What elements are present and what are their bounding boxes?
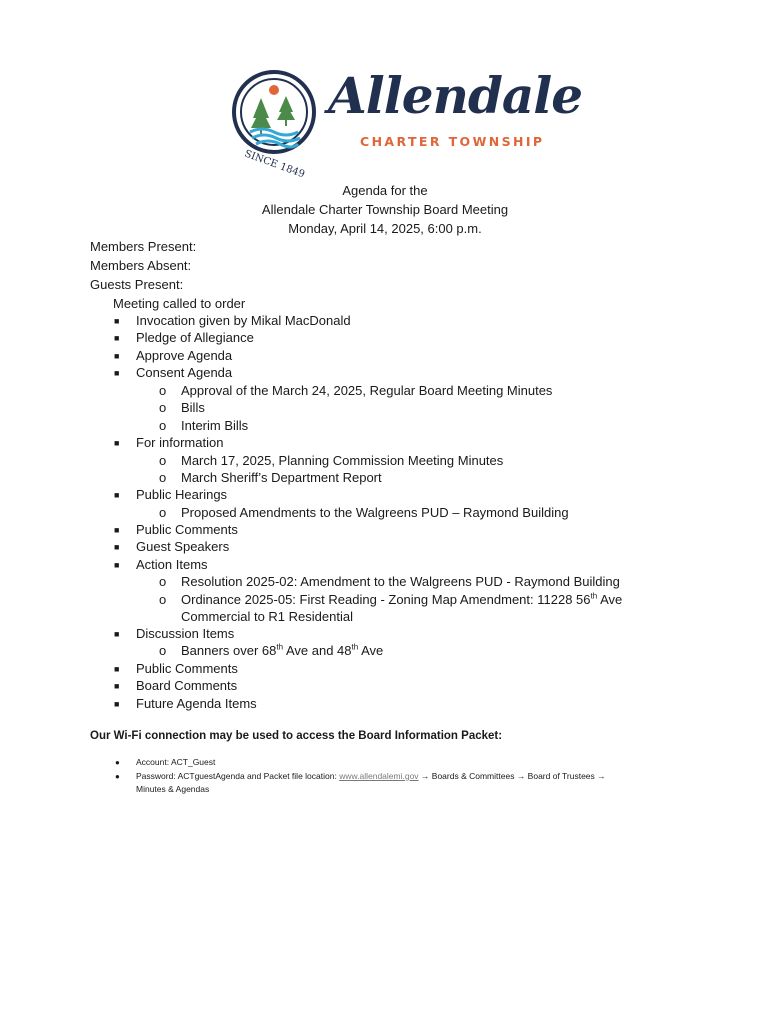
wifi-password-line xyxy=(136,771,606,781)
circle-bullet-icon: o xyxy=(159,418,167,433)
ordinal-suffix: th xyxy=(276,642,284,652)
square-bullet-icon: ■ xyxy=(114,525,120,535)
agenda-subitem-continued: Commercial to R1 Residential xyxy=(181,609,353,624)
agenda-subitem: Approval of the March 24, 2025, Regular Board Meeting Minutes xyxy=(181,383,553,398)
square-bullet-icon: ■ xyxy=(114,560,120,570)
agenda-subitem: Bills xyxy=(181,400,205,415)
agenda-item: Future Agenda Items xyxy=(136,696,257,711)
square-bullet-icon: ■ xyxy=(114,664,120,674)
agenda-subitem: Proposed Amendments to the Walgreens PUD – Raymond Building xyxy=(181,505,569,520)
agenda-item: Public Hearings xyxy=(136,487,228,502)
square-bullet-icon: ■ xyxy=(114,542,120,552)
board-meeting-title: Allendale Charter Township Board Meeting xyxy=(261,202,509,217)
township-seal-icon xyxy=(228,68,324,181)
dot-bullet-icon: ● xyxy=(115,772,120,781)
agenda-subitem: March 17, 2025, Planning Commission Meeting Minutes xyxy=(181,453,504,468)
circle-bullet-icon: o xyxy=(159,453,167,468)
logo-name: Allendale xyxy=(328,66,583,125)
circle-bullet-icon: o xyxy=(159,470,167,485)
square-bullet-icon: ■ xyxy=(114,490,120,500)
logo-subtitle: CHARTER TOWNSHIP xyxy=(360,134,545,149)
square-bullet-icon: ■ xyxy=(114,333,120,343)
agenda-item: Approve Agenda xyxy=(136,348,233,363)
circle-bullet-icon: o xyxy=(159,505,167,520)
ordinance-text: Ordinance 2025-05: First Reading - Zoning Map Amendment: 11228 56 xyxy=(181,592,591,607)
agenda-subitem: Resolution 2025-02: Amendment to the Walgreens PUD - Raymond Building xyxy=(181,574,620,589)
agenda-subitem: March Sheriff’s Department Report xyxy=(181,470,382,485)
wifi-password: Password: ACTguestAgenda and Packet file location: xyxy=(136,771,340,781)
agenda-item: Invocation given by Mikal MacDonald xyxy=(136,313,351,328)
circle-bullet-icon: o xyxy=(159,574,167,589)
square-bullet-icon: ■ xyxy=(114,351,120,361)
wifi-account: Account: ACT_Guest xyxy=(136,757,216,767)
agenda-heading: Agenda for the xyxy=(342,183,428,198)
square-bullet-icon: ■ xyxy=(114,438,120,448)
banners-text: Banners over 68 xyxy=(181,643,277,658)
wifi-heading: Our Wi-Fi connection may be used to access the Board Information Packet: xyxy=(90,730,503,742)
packet-path: → Boards & Committees → Board of Trustees → xyxy=(418,771,606,781)
square-bullet-icon: ■ xyxy=(114,316,120,326)
agenda-subitem: Interim Bills xyxy=(181,418,249,433)
agenda-item: Consent Agenda xyxy=(136,365,233,380)
members-present: Members Present: xyxy=(90,239,197,254)
agenda-item: Public Comments xyxy=(136,522,238,537)
agenda-subitem xyxy=(181,592,622,607)
circle-bullet-icon: o xyxy=(159,592,167,607)
meeting-called-to-order: Meeting called to order xyxy=(113,296,246,311)
circle-bullet-icon: o xyxy=(159,643,167,658)
members-absent: Members Absent: xyxy=(90,258,192,273)
agenda-item: Discussion Items xyxy=(136,626,235,641)
banners-text-end: Ave xyxy=(358,643,384,658)
ordinal-suffix: th xyxy=(590,591,598,601)
agenda-subitem xyxy=(181,643,383,658)
agenda-item: For information xyxy=(136,435,224,450)
circle-bullet-icon: o xyxy=(159,400,167,415)
seal-text: SINCE 1849 xyxy=(242,148,307,181)
ordinance-text-end: Ave xyxy=(597,592,623,607)
ordinal-suffix: th xyxy=(351,642,359,652)
square-bullet-icon: ■ xyxy=(114,368,120,378)
agenda-item: Public Comments xyxy=(136,661,238,676)
township-logo xyxy=(228,66,583,181)
agenda-item: Action Items xyxy=(136,557,208,572)
agenda-item: Guest Speakers xyxy=(136,539,230,554)
square-bullet-icon: ■ xyxy=(114,681,120,691)
meeting-date: Monday, April 14, 2025, 6:00 p.m. xyxy=(288,221,482,236)
circle-bullet-icon: o xyxy=(159,383,167,398)
agenda-item: Pledge of Allegiance xyxy=(136,330,254,345)
agenda-item: Board Comments xyxy=(136,678,238,693)
square-bullet-icon: ■ xyxy=(114,699,120,709)
square-bullet-icon: ■ xyxy=(114,629,120,639)
guests-present: Guests Present: xyxy=(90,277,184,292)
banners-text-mid: Ave and 48 xyxy=(283,643,352,658)
dot-bullet-icon: ● xyxy=(115,758,120,767)
packet-path-continued: Minutes & Agendas xyxy=(136,784,210,794)
website-link[interactable]: www.allendalemi.gov xyxy=(339,771,419,781)
